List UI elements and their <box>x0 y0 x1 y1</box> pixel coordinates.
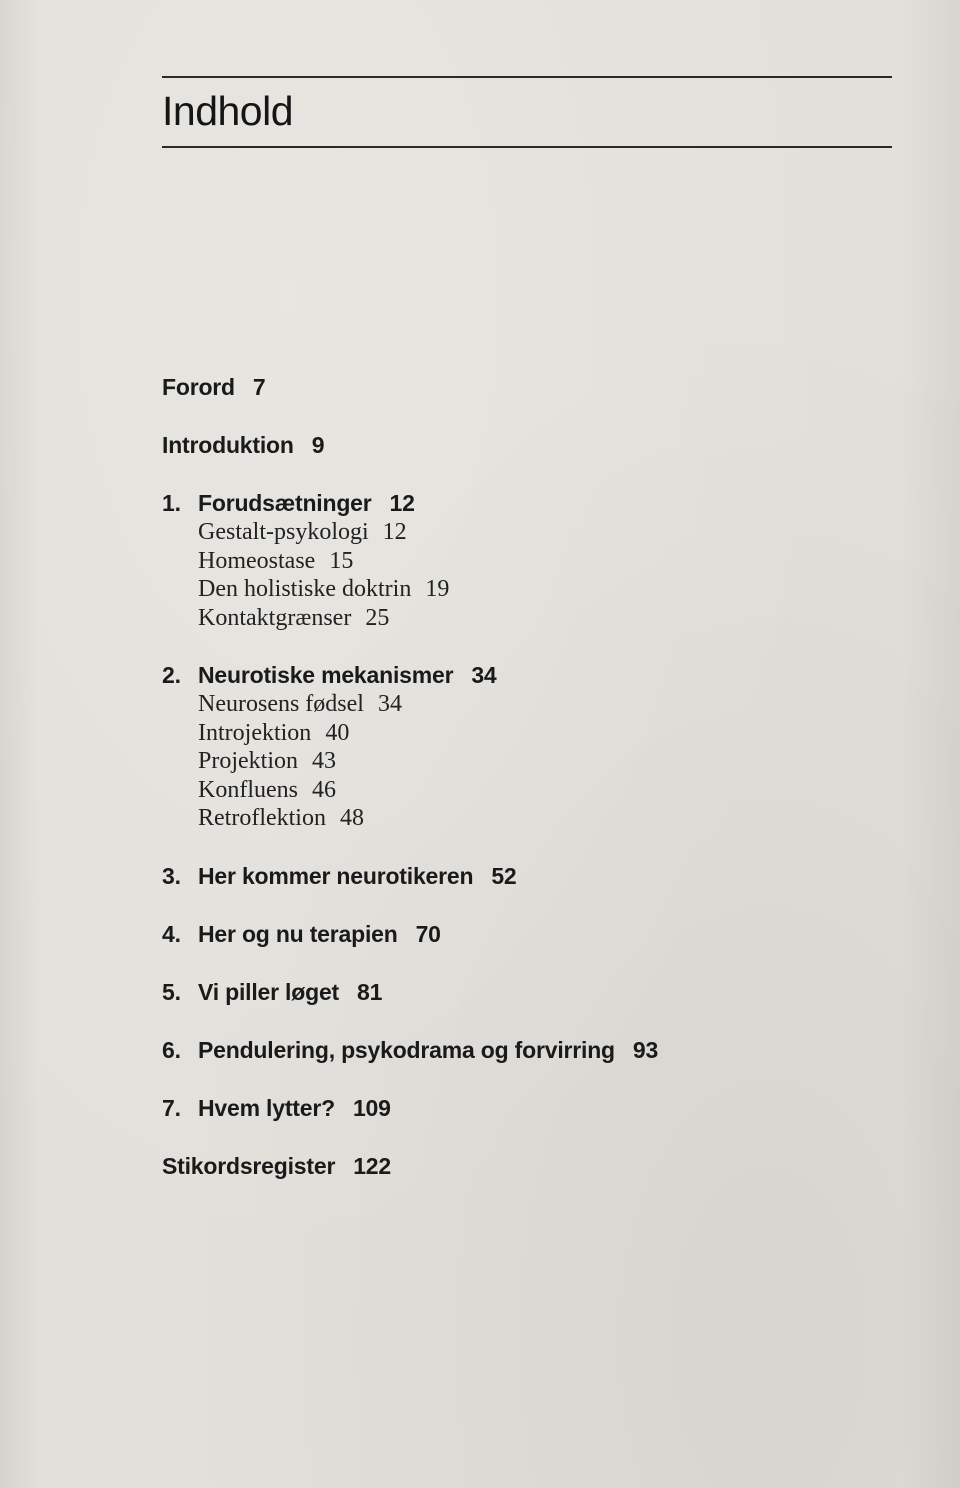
chapter-number: 1. <box>162 490 181 516</box>
toc-subentry <box>162 747 862 776</box>
chapter-page: 109 <box>352 1094 391 1121</box>
entry-label: Introduktion <box>162 432 294 458</box>
toc-chapter-7 <box>162 1093 862 1123</box>
subentry-page: 40 <box>325 719 350 746</box>
subentry-page: 12 <box>382 519 407 545</box>
toc-entry-introduktion <box>162 430 862 460</box>
chapter-label: Hvem lytter? <box>198 1094 335 1121</box>
chapter-number: 2. <box>162 662 181 688</box>
subentry-label: Den holistiske doktrin <box>198 576 412 602</box>
toc-subentry <box>162 575 862 604</box>
chapter-label: Pendulering, psykodrama og forvirring <box>198 1036 615 1063</box>
subentry-label: Retroflektion <box>198 805 326 831</box>
subentry-page: 43 <box>312 748 336 774</box>
chapter-page: 52 <box>491 862 517 889</box>
toc-subentry <box>162 719 862 748</box>
chapter-label: Her kommer neurotikeren <box>198 862 474 889</box>
subentry-label: Introjektion <box>198 719 312 746</box>
subentry-label: Kontaktgrænser <box>198 604 352 631</box>
toc-chapter-1 <box>162 488 862 518</box>
toc-chapter-4 <box>162 919 862 949</box>
toc-subentry <box>162 776 862 805</box>
chapter-number: 3. <box>162 862 181 889</box>
subentry-label: Konfluens <box>198 776 298 803</box>
chapter-number: 7. <box>162 1094 181 1121</box>
entry-label: Stikordsregister <box>162 1152 336 1179</box>
subentry-page: 19 <box>425 576 450 602</box>
top-rule <box>162 76 892 78</box>
toc-entry-stikordsregister <box>162 1151 862 1181</box>
subentry-label: Homeostase <box>198 547 316 574</box>
chapter-number: 6. <box>162 1036 181 1063</box>
toc-subentry <box>162 518 862 547</box>
entry-page: 9 <box>311 432 325 458</box>
entry-page: 122 <box>353 1152 391 1179</box>
toc-subentry <box>162 604 862 633</box>
bottom-rule <box>162 146 892 148</box>
chapter-label: Neurotiske mekanismer <box>198 662 454 688</box>
toc-chapter-2 <box>162 660 862 690</box>
toc-chapter-5 <box>162 977 862 1007</box>
toc-subentry <box>162 690 862 719</box>
chapter-page: 70 <box>415 920 441 947</box>
entry-page: 7 <box>252 374 266 400</box>
subentry-label: Neurosens fødsel <box>198 691 364 717</box>
chapter-page: 34 <box>471 662 497 688</box>
entry-label: Forord <box>162 374 235 400</box>
toc-subentry <box>162 547 862 576</box>
subentry-page: 15 <box>329 547 354 574</box>
chapter-page: 81 <box>357 978 383 1005</box>
subentry-label: Gestalt-psykologi <box>198 519 369 545</box>
chapter-page: 93 <box>632 1036 659 1063</box>
subentry-label: Projektion <box>198 748 298 774</box>
table-of-contents <box>162 372 862 1181</box>
chapter-number: 5. <box>162 978 181 1005</box>
subentry-page: 48 <box>339 805 364 831</box>
subentry-page: 46 <box>311 776 336 803</box>
toc-chapter-6 <box>162 1035 862 1065</box>
chapter-label: Her og nu terapien <box>198 920 398 947</box>
chapter-number: 4. <box>162 920 181 947</box>
subentry-page: 34 <box>377 691 402 717</box>
toc-entry-forord <box>162 372 862 402</box>
subentry-page: 25 <box>365 604 390 631</box>
chapter-label: Vi piller løget <box>198 978 339 1005</box>
page-title: Indhold <box>162 88 294 134</box>
toc-chapter-3 <box>162 861 862 891</box>
chapter-label: Forudsætninger <box>198 490 372 516</box>
toc-subentry <box>162 804 862 833</box>
chapter-page: 12 <box>389 490 415 516</box>
